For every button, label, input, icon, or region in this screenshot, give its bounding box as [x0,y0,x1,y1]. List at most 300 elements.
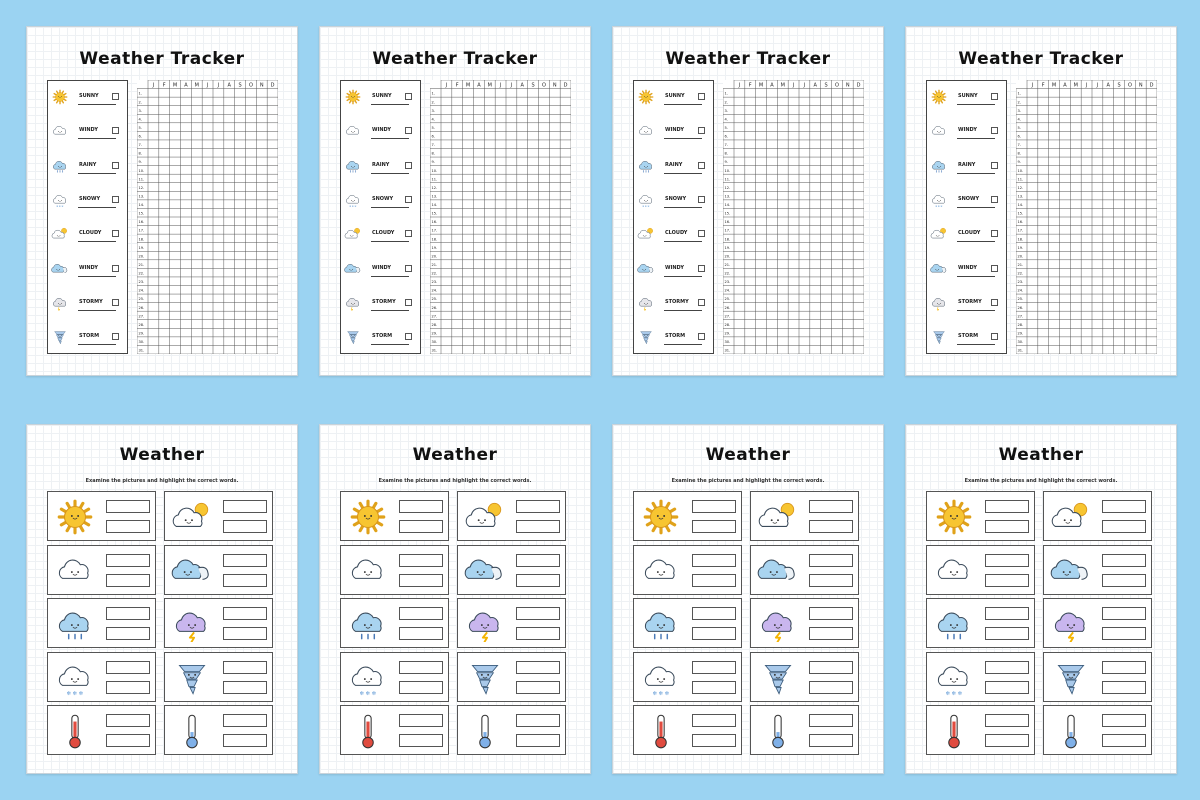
day-label: 9. [1017,160,1021,165]
legend-item [637,190,711,214]
answer-box[interactable] [106,554,150,567]
legend-item [344,190,418,214]
legend-checkbox[interactable] [991,196,998,203]
day-label: 24. [1017,288,1024,293]
answer-box[interactable] [1102,554,1146,567]
day-label: 5. [431,125,435,130]
month-header: M [758,82,764,89]
legend-item [930,224,1004,248]
day-label: 1. [724,91,728,96]
instructions: Examine the pictures and highlight the correct words. [85,478,239,484]
legend-checkbox[interactable] [405,299,412,306]
legend-item [344,293,418,317]
day-label: 16. [431,220,438,225]
day-label: 24. [724,288,731,293]
day-label: 10. [1017,168,1024,173]
answer-box[interactable] [399,661,443,674]
legend-underline [78,104,116,105]
day-label: 26. [1017,305,1024,310]
answer-box[interactable] [985,554,1029,567]
legend-underline [664,173,702,174]
legend-item [344,259,418,283]
legend-underline [664,276,702,277]
day-label: 30. [724,340,731,345]
day-label: 23. [138,280,145,285]
day-label: 1. [1017,91,1021,96]
answer-box[interactable] [1102,627,1146,640]
month-header: M [487,82,492,89]
answer-box[interactable] [985,627,1029,640]
day-label: 24. [431,288,438,293]
answer-box[interactable] [1102,607,1146,620]
cold-thermometer-icon [1050,713,1092,749]
day-label: 13. [724,194,731,199]
answer-box[interactable] [809,554,853,567]
hot-thermometer-icon [933,713,975,749]
legend-checkbox[interactable] [112,265,119,272]
day-label: 11. [431,177,438,182]
answer-box[interactable] [399,714,443,727]
legend-item [51,259,125,283]
legend-underline [78,138,116,139]
legend-item [344,87,418,111]
legend-label: RAINY [79,161,97,168]
legend-checkbox[interactable] [405,333,412,340]
legend-checkbox[interactable] [698,265,705,272]
answer-box[interactable] [399,627,443,640]
answer-box[interactable] [692,714,736,727]
legend-underline [371,138,409,139]
tracker-page [319,26,591,376]
thunder-cloud-icon [171,606,213,642]
legend-underline [957,310,995,311]
month-header: J [217,82,220,89]
day-label: 28. [1017,322,1024,327]
legend-item [51,156,125,180]
answer-box[interactable] [985,520,1029,533]
day-label: 11. [724,177,731,182]
legend-item [930,293,1004,317]
legend-underline [371,207,409,208]
legend-checkbox[interactable] [405,196,412,203]
picture-cell [340,652,449,702]
answer-box[interactable] [1102,574,1146,587]
month-header: J [1031,82,1034,89]
answer-box[interactable] [106,661,150,674]
legend-label: RAINY [665,161,683,168]
sun-icon [344,89,362,107]
snow-cloud-icon [640,660,682,696]
answer-box[interactable] [809,661,853,674]
day-label: 18. [138,237,145,242]
rain-cloud-icon [51,158,69,176]
day-label: 5. [724,125,728,130]
answer-box[interactable] [692,500,736,513]
tornado-icon [1050,660,1092,696]
day-label: 13. [431,194,438,199]
tornado-icon [930,329,948,347]
answer-box[interactable] [106,714,150,727]
legend-label: CLOUDY [958,230,981,237]
legend-item [51,121,125,145]
page-title: Weather Tracker [665,49,831,69]
answer-box[interactable] [516,574,560,587]
legend-item [51,190,125,214]
sun-behind-cloud-icon [344,226,362,244]
day-label: 15. [1017,211,1024,216]
month-header: O [541,82,546,89]
legend-underline [371,344,409,345]
month-header: J [803,82,806,89]
picture-cell [340,598,449,648]
legend-underline [78,344,116,345]
month-header: M [465,82,471,89]
month-header: J [206,82,209,89]
answer-box[interactable] [809,500,853,513]
legend-checkbox[interactable] [112,127,119,134]
month-header: S [531,82,535,89]
picture-cell [457,598,566,648]
legend-underline [371,241,409,242]
day-label: 14. [1017,203,1024,208]
tracker-page [26,26,298,376]
answer-box[interactable] [692,627,736,640]
answer-box[interactable] [809,681,853,694]
legend-underline [957,344,995,345]
picture-cell [340,705,449,755]
legend-underline [78,207,116,208]
month-header: O [1127,82,1132,89]
weather-legend [633,80,714,354]
snow-cloud-icon [344,192,362,210]
answer-box[interactable] [223,681,267,694]
sun-behind-cloud-icon [930,226,948,244]
legend-underline [664,344,702,345]
worksheet-page [319,424,591,774]
day-label: 30. [431,340,438,345]
legend-checkbox[interactable] [991,333,998,340]
picture-cell [164,598,273,648]
day-label: 14. [138,203,145,208]
legend-checkbox[interactable] [405,127,412,134]
month-header: A [770,82,774,89]
cloud-icon [640,553,682,589]
weather-legend [47,80,128,354]
answer-box[interactable] [1102,681,1146,694]
rain-cloud-icon [933,606,975,642]
answer-box[interactable] [809,714,853,727]
instructions: Examine the pictures and highlight the correct words. [671,478,825,484]
answer-box[interactable] [106,574,150,587]
answer-box[interactable] [399,681,443,694]
answer-box[interactable] [1102,714,1146,727]
answer-box[interactable] [516,554,560,567]
answer-box[interactable] [223,520,267,533]
day-label: 25. [138,297,145,302]
month-header: D [1149,82,1154,89]
legend-label: STORM [372,333,393,340]
picture-cell [164,545,273,595]
legend-checkbox[interactable] [112,196,119,203]
picture-cell [926,491,1035,541]
answer-box[interactable] [223,734,267,747]
answer-box[interactable] [516,500,560,513]
day-label: 20. [138,254,145,259]
picture-cell [457,705,566,755]
answer-box[interactable] [399,554,443,567]
answer-box[interactable] [1102,734,1146,747]
day-label: 9. [138,160,142,165]
answer-box[interactable] [1102,500,1146,513]
answer-box[interactable] [516,734,560,747]
legend-checkbox[interactable] [112,333,119,340]
answer-box[interactable] [985,661,1029,674]
day-label: 23. [724,280,731,285]
answer-box[interactable] [809,607,853,620]
day-label: 29. [138,331,145,336]
tracker-page [905,26,1177,376]
month-header: M [194,82,199,89]
answer-box[interactable] [985,681,1029,694]
picture-cell [926,545,1035,595]
day-label: 22. [138,271,145,276]
legend-checkbox[interactable] [698,162,705,169]
answer-box[interactable] [106,734,150,747]
legend-checkbox[interactable] [405,93,412,100]
tornado-icon [464,660,506,696]
legend-checkbox[interactable] [698,299,705,306]
answer-box[interactable] [692,607,736,620]
legend-checkbox[interactable] [112,299,119,306]
legend-checkbox[interactable] [698,93,705,100]
legend-item [344,121,418,145]
day-label: 31. [724,348,731,353]
legend-underline [78,310,116,311]
answer-box[interactable] [223,607,267,620]
rain-cloud-icon [344,158,362,176]
day-label: 25. [724,297,731,302]
legend-label: STORM [79,333,100,340]
snow-cloud-icon [51,192,69,210]
picture-cell [164,652,273,702]
answer-box[interactable] [399,734,443,747]
answer-box[interactable] [692,520,736,533]
answer-box[interactable] [223,627,267,640]
day-label: 27. [431,314,438,319]
day-label: 19. [138,245,145,250]
tracker-grid [723,80,864,354]
answer-box[interactable] [985,607,1029,620]
legend-checkbox[interactable] [112,162,119,169]
svg-text:✻ ✻ ✻: ✻ ✻ ✻ [56,205,64,208]
day-label: 2. [1017,100,1021,105]
answer-box[interactable] [809,734,853,747]
picture-cell [457,652,566,702]
answer-box[interactable] [1102,661,1146,674]
day-label: 19. [1017,245,1024,250]
legend-checkbox[interactable] [991,93,998,100]
weather-legend [926,80,1007,354]
month-header: D [270,82,275,89]
picture-cell [1043,705,1152,755]
answer-box[interactable] [223,574,267,587]
month-header: A [1063,82,1067,89]
answer-box[interactable] [516,681,560,694]
svg-text:✻ ✻ ✻: ✻ ✻ ✻ [945,690,963,696]
legend-checkbox[interactable] [698,196,705,203]
day-label: 22. [1017,271,1024,276]
sun-icon [640,499,682,535]
answer-box[interactable] [399,520,443,533]
legend-checkbox[interactable] [112,230,119,237]
day-label: 18. [431,237,438,242]
day-label: 20. [431,254,438,259]
month-header: J [445,82,448,89]
answer-box[interactable] [692,661,736,674]
legend-checkbox[interactable] [405,230,412,237]
answer-box[interactable] [985,574,1029,587]
answer-box[interactable] [399,574,443,587]
answer-box[interactable] [1102,520,1146,533]
day-label: 12. [724,185,731,190]
answer-box[interactable] [692,554,736,567]
answer-box[interactable] [985,500,1029,513]
answer-box[interactable] [106,500,150,513]
legend-checkbox[interactable] [405,265,412,272]
month-header: J [152,82,155,89]
day-label: 22. [724,271,731,276]
answer-box[interactable] [692,734,736,747]
day-label: 28. [724,322,731,327]
answer-box[interactable] [516,520,560,533]
day-label: 4. [138,117,142,122]
tracker-grid-svg [1016,80,1157,354]
legend-checkbox[interactable] [991,265,998,272]
tracker-grid-svg [137,80,278,354]
answer-box[interactable] [106,627,150,640]
day-label: 3. [431,108,435,113]
day-label: 16. [1017,220,1024,225]
legend-checkbox[interactable] [112,93,119,100]
page-title: Weather [412,445,498,465]
thunder-cloud-icon [757,606,799,642]
cloud-icon [51,123,69,141]
snow-cloud-icon [933,660,975,696]
legend-checkbox[interactable] [405,162,412,169]
answer-box[interactable] [985,734,1029,747]
answer-box[interactable] [223,500,267,513]
cloud-icon [347,553,389,589]
snow-cloud-icon [637,192,655,210]
legend-label: STORMY [79,298,103,305]
day-label: 10. [138,168,145,173]
legend-label: STORMY [958,298,982,305]
instructions: Examine the pictures and highlight the correct words. [378,478,532,484]
day-label: 10. [431,168,438,173]
legend-checkbox[interactable] [991,230,998,237]
answer-box[interactable] [223,661,267,674]
legend-checkbox[interactable] [991,299,998,306]
svg-text:✻ ✻ ✻: ✻ ✻ ✻ [935,205,943,208]
answer-box[interactable] [106,681,150,694]
answer-box[interactable] [516,627,560,640]
answer-box[interactable] [106,520,150,533]
month-header: M [780,82,785,89]
answer-box[interactable] [106,607,150,620]
answer-box[interactable] [516,714,560,727]
legend-label: WINDY [372,127,391,134]
day-label: 13. [1017,194,1024,199]
answer-box[interactable] [399,500,443,513]
picture-cell [750,491,859,541]
day-label: 18. [724,237,731,242]
legend-checkbox[interactable] [698,230,705,237]
day-label: 29. [1017,331,1024,336]
legend-item [637,87,711,111]
sun-icon [51,89,69,107]
legend-item [51,87,125,111]
answer-box[interactable] [809,520,853,533]
legend-underline [957,173,995,174]
picture-cell [750,652,859,702]
sun-behind-cloud-icon [637,226,655,244]
answer-box[interactable] [809,574,853,587]
answer-box[interactable] [516,661,560,674]
answer-box[interactable] [692,681,736,694]
day-label: 4. [431,117,435,122]
legend-checkbox[interactable] [698,333,705,340]
tracker-page [612,26,884,376]
answer-box[interactable] [985,714,1029,727]
picture-cell [47,652,156,702]
legend-checkbox[interactable] [698,127,705,134]
worksheet-page [905,424,1177,774]
sun-behind-cloud-icon [464,499,506,535]
legend-item [930,87,1004,111]
day-label: 1. [138,91,142,96]
picture-cell [1043,491,1152,541]
tornado-icon [757,660,799,696]
legend-checkbox[interactable] [991,162,998,169]
month-header: N [845,82,850,89]
answer-box[interactable] [692,574,736,587]
day-label: 7. [431,143,435,148]
answer-box[interactable] [223,554,267,567]
day-label: 2. [431,100,435,105]
picture-cell [164,705,273,755]
answer-box[interactable] [809,627,853,640]
day-label: 7. [724,143,728,148]
legend-item [51,327,125,351]
day-label: 9. [431,160,435,165]
month-header: A [813,82,817,89]
cold-thermometer-icon [171,713,213,749]
storm-cloud-icon [344,295,362,313]
answer-box[interactable] [223,714,267,727]
month-header: M [1051,82,1057,89]
legend-underline [664,138,702,139]
legend-item [930,190,1004,214]
legend-checkbox[interactable] [991,127,998,134]
wind-cloud-icon [637,261,655,279]
month-header: N [1138,82,1143,89]
tornado-icon [171,660,213,696]
sun-icon [54,499,96,535]
answer-box[interactable] [399,607,443,620]
legend-item [930,121,1004,145]
answer-box[interactable] [516,607,560,620]
tracker-grid-svg [723,80,864,354]
